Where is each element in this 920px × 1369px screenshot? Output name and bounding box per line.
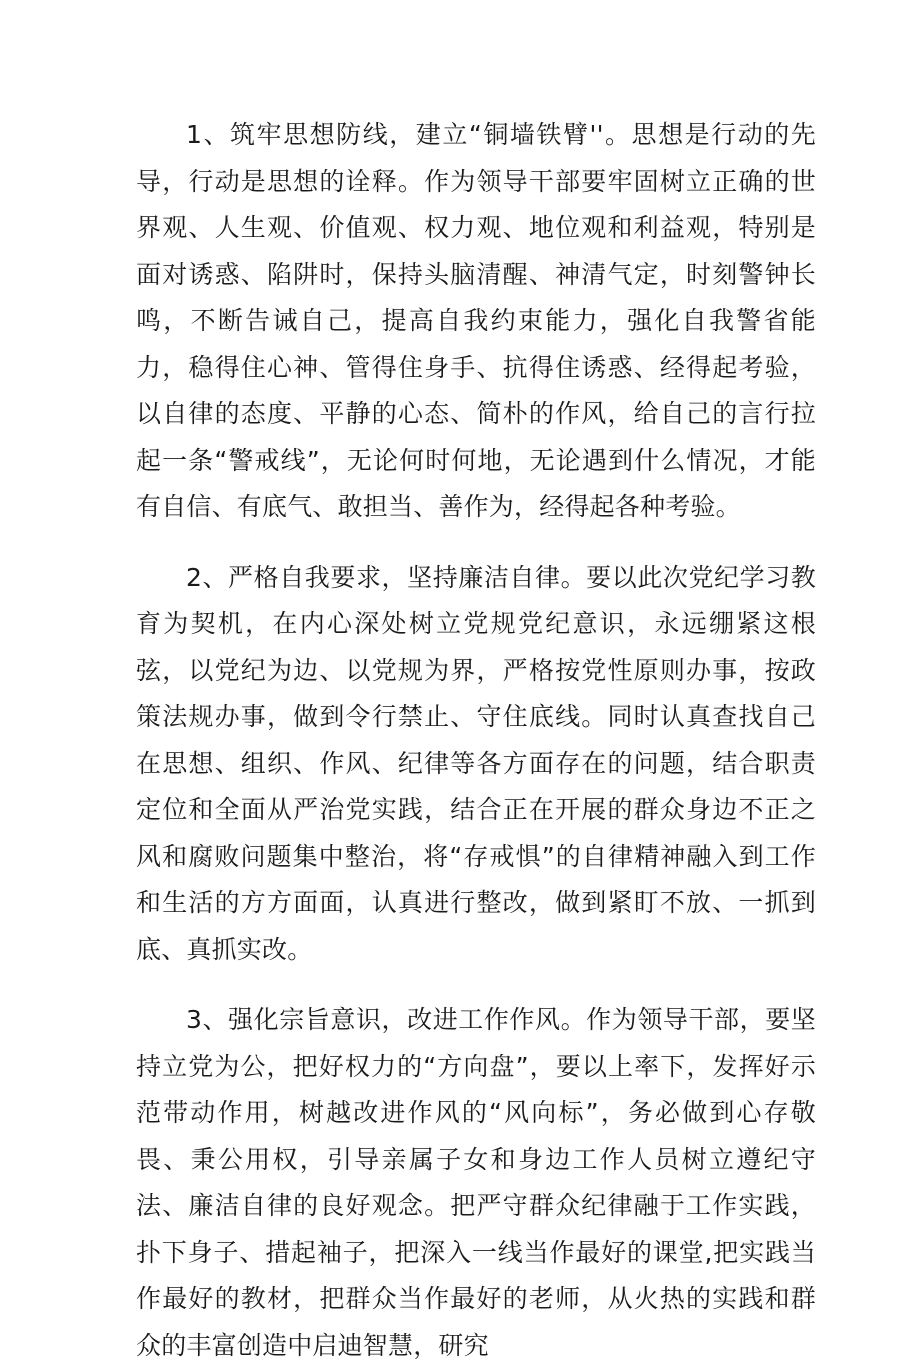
paragraph-2: 2、严格自我要求，坚持廉洁自律。要以此次党纪学习教育为契机，在内心深处树立党规党纪意识，永远绷紧这根弦，以党纪为边、以党规为界，严格按党性原则办事，按政策法规办事，做到令行禁止、守住底线。同时认真查找自己在思想、组织、作风、纪律等各方面存在的问题，结合职责定位和全面从严治党实践，结合正在开展的群众身边不正之风和腐败问题集中整治，将“存戒惧”的自律精神融入到工作和生活的方方面面，认真进行整改，做到紧盯不放、一抓到底、真抓实改。 [136,562,816,964]
paragraph-3: 3、强化宗旨意识，改进工作作风。作为领导干部，要坚持立党为公，把好权力的“方向盘”，要以上率下，发挥好示范带动作用，树越改进作风的“风向标”，务必做到心存敬畏、秉公用权，引导亲属子女和身边工作人员树立遵纪守法、廉洁自律的良好观念。把严守群众纪律融于工作实践，扑下身子、措起袖子，把深入一线当作最好的课堂,把实践当作最好的教材，把群众当作最好的老师，从火热的实践和群众的丰富创造中启迪智慧，研究 [136,1005,816,1360]
document-body [136,112,816,1369]
paragraph-1: 1、筑牢思想防线，建立“铜墙铁臂''。思想是行动的先导，行动是思想的诠释。作为领导干部要牢固树立正确的世界观、人生观、价值观、权力观、地位观和利益观，特别是面对诱惑、陷阱时，保持头脑清醒、神清气定，时刻警钟长鸣，不断告诫自己，提高自我约束能力，强化自我警省能力，稳得住心神、管得住身手、抗得住诱惑、经得起考验，以自律的态度、平静的心态、简朴的作风，给自己的言行拉起一条“警戒线”，无论何时何地，无论遇到什么情况，才能有自信、有底气、敢担当、善作为，经得起各种考验。 [136,120,816,521]
